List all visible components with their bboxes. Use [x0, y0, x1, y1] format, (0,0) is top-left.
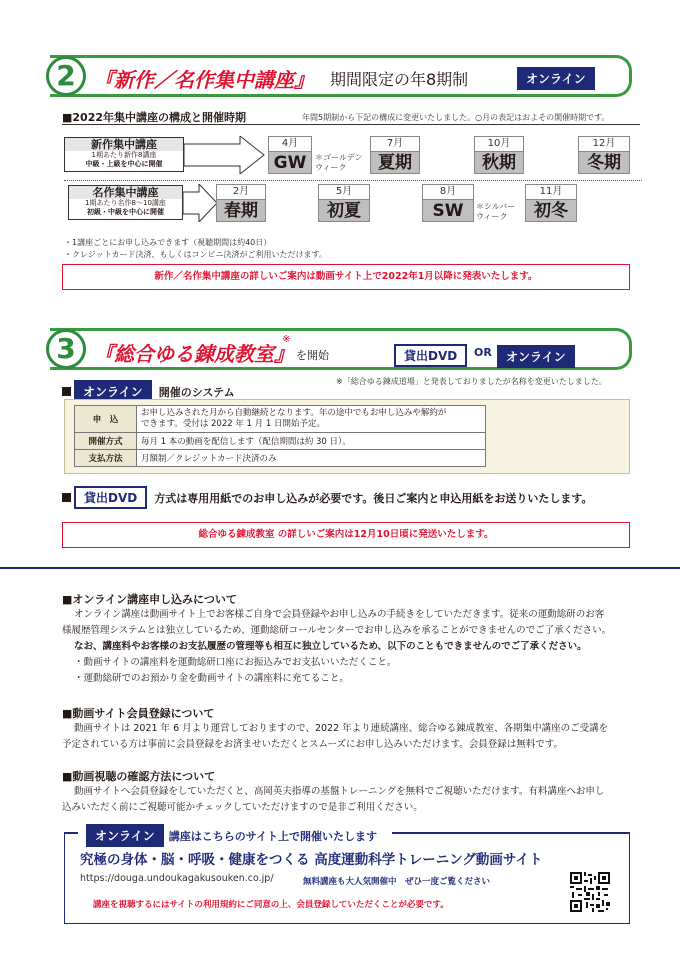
- schedule-note-2: ・クレジットカード決済、もしくはコンビニ決済がご利用いただけます。: [64, 250, 327, 259]
- section3-or: OR: [474, 346, 492, 359]
- online-system-title: 開催のシステム: [158, 386, 235, 399]
- classic-course-title: 名作集中講座: [69, 186, 182, 199]
- table-header-apply: 申 込: [75, 406, 137, 433]
- square-bullet-icon: [62, 493, 71, 502]
- section3-subtitle: を開始: [296, 349, 329, 362]
- section3-title-mark: ※: [282, 334, 291, 345]
- site-url-link[interactable]: https://douga.undoukagakusouken.co.jp/: [80, 873, 274, 884]
- info-heading-2: ■動画サイト会員登録について: [62, 707, 215, 720]
- dvd-text: 方式は専用用紙でのお申し込みが必要です。後日ご案内と申込用紙をお送りいたします。: [154, 492, 593, 505]
- section2-online-badge: オンライン: [517, 67, 595, 90]
- schedule-note-1: ・1講座ごとにお申し込みできます（視聴期間は約40日）: [64, 238, 272, 247]
- site-title: 究極の身体・脳・呼吸・健康をつくる 高度運動科学トレーニング動画サイト: [80, 852, 543, 868]
- season-spring: 2月 春期: [216, 184, 266, 222]
- schedule-rule: [62, 124, 640, 125]
- footer-lead: [82, 824, 381, 847]
- classic-course-desc2: 初級・中級を中心に開催: [87, 208, 164, 216]
- section3-notice: 総合ゆる錬成教室 の詳しいご案内は12月10日頃に発送いたします。: [62, 522, 630, 548]
- qr-code-icon[interactable]: [570, 872, 610, 912]
- season-gw: 4月 GW: [268, 136, 312, 174]
- schedule-note: 年間5期制から下記の構成に変更いたしました。○月の表記はおよその開催時期です。: [302, 113, 610, 122]
- section3-number: 3: [46, 329, 86, 369]
- new-course-title: 新作集中講座: [65, 138, 183, 151]
- table-cell-apply: お申し込みされた月から自動継続となります。年の途中でもお申し込みや解約が できます。受付は 2022 年 1 月 1 日開始予定。: [137, 406, 486, 433]
- table-row: [75, 450, 486, 467]
- section2-number: 2: [46, 56, 86, 96]
- section2-notice: 新作／名作集中講座の詳しいご案内は動画サイト上で2022年1月以降に発表いたします。: [62, 264, 630, 290]
- season-early-summer: 5月 初夏: [318, 184, 370, 222]
- section3-online-badge: オンライン: [497, 345, 575, 368]
- info-paragraph-1: オンライン講座は動画サイト上でお客様ご自身で会員登録やお申し込みの手続きをしていただきます。従来の運動総研のお客 様履歴管理システムとは独立しているため、運動総研コールセンターでお申し込みを承ることができませんのでご了承ください。 なお、講座料やお客様のお支払履歴の管理等も相互に独立しているため、以下のこともできませんのでご了承ください。 ・動画サイトの講座料を運動総研口座にお振込みでお支払いいただくこと。 ・運動総研でのお預かり金を動画サイトの講座料に充てること。: [62, 609, 612, 684]
- info-paragraph-3: 動画サイトへ会員登録をしていただくと、高岡英夫指導の基盤トレーニングを無料でご視聴いただけます。有料講座へお申し 込みいただく前にご視聴可能かチェックしていただけますので是非ご利用ください。: [62, 786, 605, 813]
- table-cell-payment: 月額制／クレジットカード決済のみ: [137, 450, 486, 467]
- table-header-payment: 支払方法: [75, 450, 137, 467]
- sw-note: ＊シルバー ウィーク: [476, 202, 516, 221]
- classic-course-desc1: 1期あたり名作8〜10講座: [85, 199, 166, 207]
- square-bullet-icon: [62, 387, 71, 396]
- online-system-badge: オンライン: [74, 380, 152, 403]
- table-cell-method: 毎月 1 本の動画を配信します（配信期間は約 30 日）。: [137, 433, 486, 450]
- season-autumn: 10月 秋期: [474, 136, 524, 174]
- footer-online-badge: オンライン: [86, 824, 164, 847]
- info-heading-1: ■オンライン講座申し込みについて: [62, 593, 237, 606]
- schedule-heading: ■2022年集中講座の構成と開催時期: [62, 111, 247, 124]
- terms-note: 講座を視聴するにはサイトの利用規約にご同意の上、会員登録していただくことが必要です。: [93, 900, 449, 910]
- section3-title: 『総合ゆる錬成教室』: [94, 342, 294, 366]
- row-divider: [64, 180, 642, 181]
- arrow-right-icon: [184, 136, 266, 174]
- new-course-box: [64, 137, 184, 172]
- season-summer: 7月 夏期: [370, 136, 420, 174]
- season-winter: 12月 冬期: [578, 136, 630, 174]
- dvd-badge: 貸出DVD: [74, 486, 147, 509]
- info-heading-3: ■動画視聴の確認方法について: [62, 770, 216, 783]
- table-header-method: 開催方式: [75, 433, 137, 450]
- dvd-line: [62, 486, 593, 509]
- section-separator: [0, 567, 680, 569]
- free-course-note: 無料講座も大人気開催中 ぜひ一度ご覧ください: [303, 877, 491, 887]
- info-paragraph-2: 動画サイトは 2021 年 6 月より運営しておりますので、2022 年より連続講座、総合ゆる錬成教室、各期集中講座のご受講を 予定されている方は事前に会員登録をお済ませいただくとスムーズにお申し込みいただけます。会員登録は無料です。: [62, 723, 609, 750]
- arrow-right-icon: [183, 184, 219, 222]
- section2-subtitle: 期間限定の年8期制: [330, 70, 469, 89]
- season-sw: 8月 SW: [422, 184, 474, 222]
- section2-title: 『新作／名作集中講座』: [94, 68, 314, 92]
- table-row: [75, 433, 486, 450]
- new-course-desc1: 1期あたり新作8講座: [91, 151, 157, 159]
- online-system-table: [74, 405, 486, 467]
- gw-note: ＊ゴールデン ウィーク: [315, 153, 363, 172]
- section3-footnote: ※「総合ゆる錬成道場」と発表しておりましたが名称を変更いたしました。: [336, 377, 607, 386]
- footer-lead-text: 講座はこちらのサイト上で開催いたします: [168, 830, 377, 843]
- new-course-desc2: 中級・上級を中心に開催: [85, 160, 163, 168]
- season-early-winter: 11月 初冬: [525, 184, 577, 222]
- table-row: [75, 406, 486, 433]
- classic-course-box: [68, 185, 183, 220]
- section3-dvd-badge: 貸出DVD: [394, 344, 467, 367]
